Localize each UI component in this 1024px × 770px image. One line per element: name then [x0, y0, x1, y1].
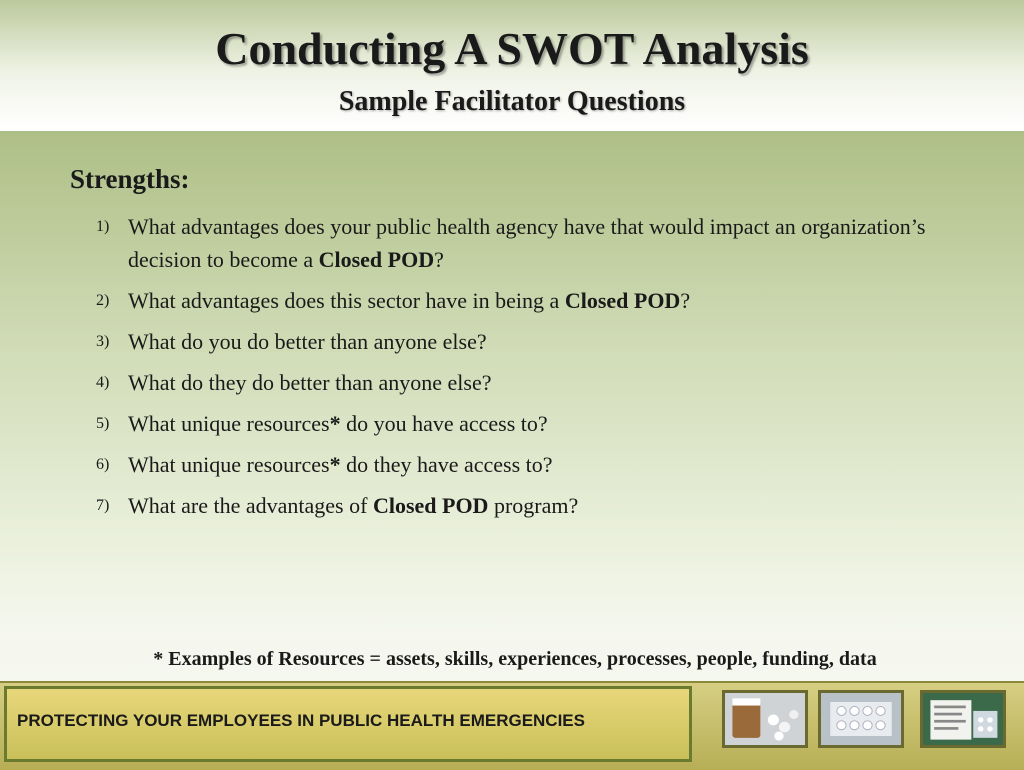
footer-banner	[4, 686, 692, 762]
pill-blister-pack-photo	[818, 690, 904, 748]
question-text: What are the advantages of Closed POD program?	[128, 493, 579, 518]
question-number: 6)	[96, 456, 110, 473]
question-item	[96, 284, 956, 317]
footer-banner-text: PROTECTING YOUR EMPLOYEES IN PUBLIC HEALTH EMERGENCIES	[17, 711, 585, 730]
medication-pamphlet-photo	[920, 690, 1006, 748]
question-number: 4)	[96, 374, 110, 391]
question-text: What do you do better than anyone else?	[128, 329, 487, 354]
question-item	[96, 366, 956, 399]
question-item	[96, 325, 956, 358]
question-item	[96, 407, 956, 440]
question-text: What advantages does your public health agency have that would impact an organization’s decision to become a Closed POD?	[128, 214, 926, 272]
slide-subtitle: Sample Facilitator Questions	[338, 86, 686, 117]
question-number: 3)	[96, 333, 110, 350]
slide-title: Conducting A SWOT Analysis	[215, 23, 809, 74]
question-text: What unique resources* do they have access to?	[128, 452, 553, 477]
resources-footnote: * Examples of Resources = assets, skills, experiences, processes, people, funding, data	[153, 648, 877, 670]
question-item	[96, 210, 956, 276]
question-number: 1)	[96, 218, 110, 235]
pill-bottle-photo	[722, 690, 808, 748]
question-number: 2)	[96, 292, 110, 309]
question-list	[96, 210, 956, 530]
question-number: 7)	[96, 497, 110, 514]
section-heading: Strengths:	[70, 164, 190, 194]
question-text: What do they do better than anyone else?	[128, 370, 492, 395]
question-text: What unique resources* do you have access to?	[128, 411, 548, 436]
question-text: What advantages does this sector have in being a Closed POD?	[128, 288, 691, 313]
question-item	[96, 448, 956, 481]
question-item	[96, 489, 956, 522]
question-number: 5)	[96, 415, 110, 432]
